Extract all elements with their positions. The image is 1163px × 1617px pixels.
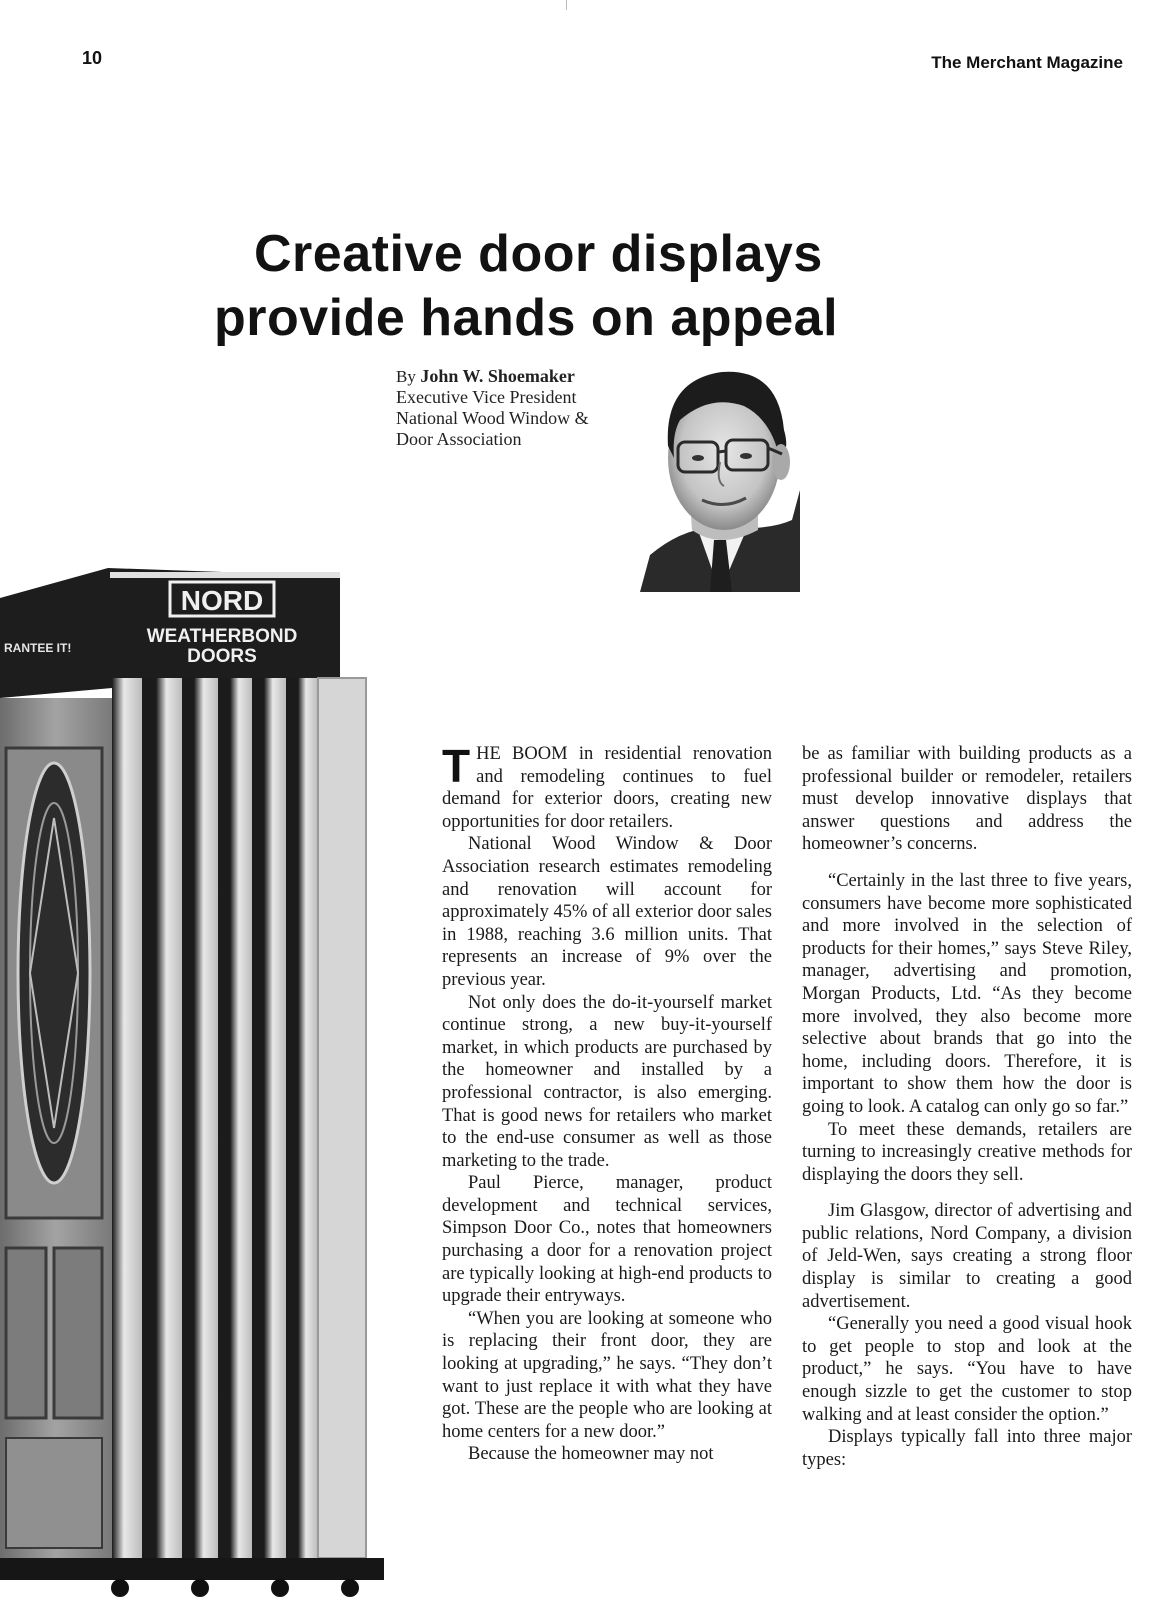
column-1-paragraph-5: “When you are looking at someone who is replacing their front door, they are looking at upgrading,” he says. “They don’t want to just replace it with what they have got. These are the people who are looking at home centers for a new door.” (442, 1308, 772, 1442)
column-2-paragraph-3: To meet these demands, retailers are turning to increasingly creative methods for displaying the doors they sell. (802, 1119, 1132, 1185)
column-2-paragraph-6: Displays typically fall into three major types: (802, 1427, 1132, 1470)
door-display-rack-photo (0, 568, 392, 1617)
author-title-line-3: Door Association (396, 429, 522, 449)
author-title-line-1: Executive Vice President (396, 387, 577, 407)
column-1-paragraph-4: Paul Pierce, manager, product development and technical services, Simpson Door Co., notes that homeowners purchasing a door for a renovation project are typically looking at high-end products to upgrade their entryways. (442, 1173, 772, 1307)
page-number: 10 (82, 48, 103, 68)
headline-line-2: provide hands on appeal (214, 289, 839, 347)
display-sign-side-text: RANTEE IT! (4, 641, 72, 655)
display-sign-line-2: DOORS (187, 646, 257, 667)
column-1-paragraph-1 (442, 740, 772, 833)
column-1-paragraph-6: Because the homeowner may not (468, 1444, 714, 1465)
column-1-paragraph-2: National Wood Window & Door Association research estimates remodeling and renovation will account for approximately 45% of all exterior door sales in 1988, reaching 3.6 million units. That represents an increase of 9% over the previous year. (442, 834, 772, 990)
byline (396, 366, 589, 450)
column-2-paragraph-1: be as familiar with building products as a professional builder or remodeler, retailers must develop innovative displays that answer questions and address the homeowner’s concerns. (802, 744, 1132, 855)
article-column-1 (442, 740, 772, 1466)
author-portrait-photo (640, 350, 800, 592)
byline-author-line (396, 366, 589, 387)
article-headline (0, 222, 1163, 350)
publication-title: The Merchant Magazine (931, 53, 1123, 72)
byline-by: By (396, 367, 416, 386)
column-1-paragraph-1-text: HE BOOM in residential renovation and remodeling continues to fuel demand for exterior doors, creating new opportunities for door retailers. (442, 744, 772, 832)
display-sign-brand: NORD (180, 585, 264, 616)
column-1-paragraph-3: Not only does the do-it-yourself market continue strong, a new buy-it-yourself market, in which products are purchased by the homeowner and installed by a professional contractor, is also emerging. That is good news for retailers who market to the end-use consumer as well as those marketing to the trade. (442, 992, 772, 1171)
drop-cap: T (442, 740, 471, 792)
column-2-paragraph-4: Jim Glasgow, director of advertising and public relations, Nord Company, a division of Jeld-Wen, says creating a strong floor display is similar to creating a good advertisement. (802, 1201, 1132, 1312)
author-name: John W. Shoemaker (420, 366, 575, 386)
article-column-2 (802, 743, 1132, 1471)
column-2-paragraph-5: “Generally you need a good visual hook to get people to stop and look at the product,” he says. “You have to have enough sizzle to get the customer to stop walking and at least consider the option.” (802, 1314, 1132, 1425)
column-2-paragraph-2: “Certainly in the last three to five years, consumers have become more sophisticated and more involved in the selection of products for their homes,” says Steve Riley, manager, advertising and promotion, Morgan Products, Ltd. “As they become more involved, they also become more selective about brands that go into the home, including doors. Therefore, it is important to show them how the door is going to look. A catalog can only go so far.” (802, 870, 1132, 1117)
headline-line-1: Creative door displays (254, 225, 823, 283)
author-title-line-2: National Wood Window & (396, 408, 589, 428)
display-sign-line-1: WEATHERBOND (146, 626, 298, 647)
top-edge-mark (566, 0, 567, 10)
